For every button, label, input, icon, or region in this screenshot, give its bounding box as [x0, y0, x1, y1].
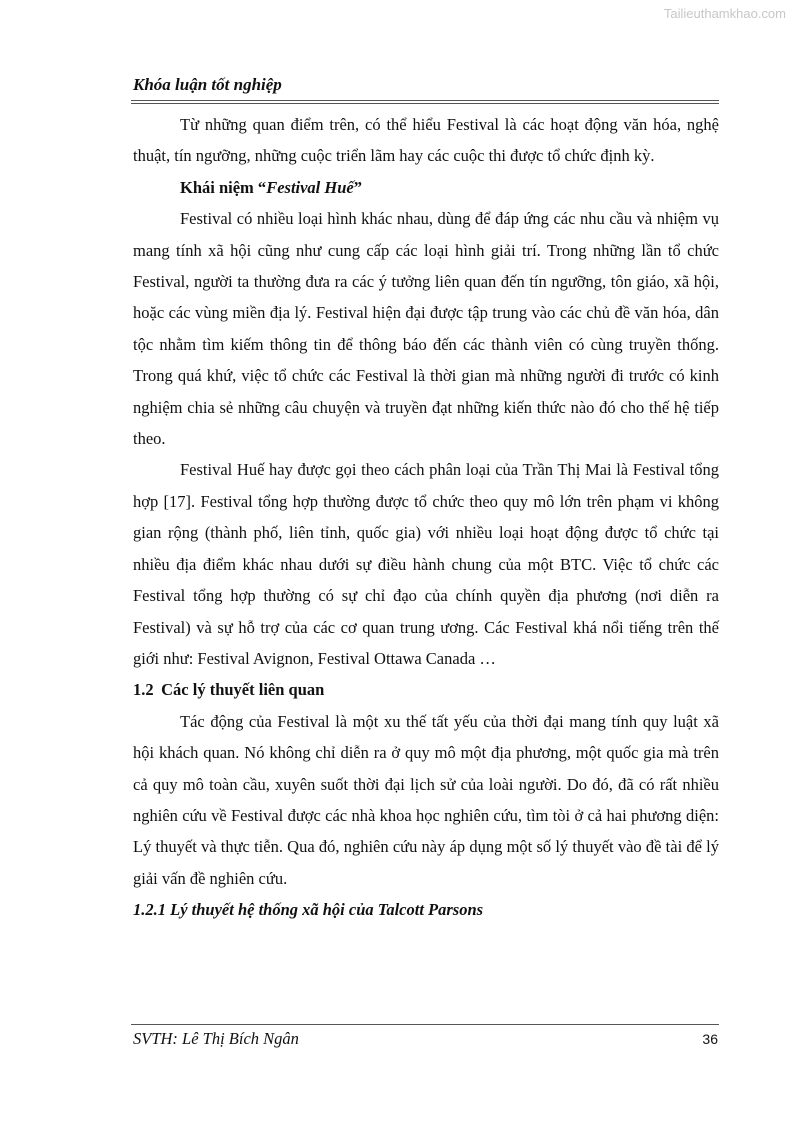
footer-divider [131, 1024, 719, 1025]
paragraph-theories: Tác động của Festival là một xu thế tất yếu của thời đại mang tính quy luật xã hội khách quan. Nó không chỉ diễn ra ở quy mô một địa phương, một quốc gia mà trên cả quy mô toàn cầu, xuyên suốt thời đại lịch sử của loài người. Do đó, đã có rất nhiều nghiên cứu về Festival được các nhà khoa học nghiên cứu, tìm tòi ở cả hai phương diện: Lý thuyết và thực tiễn. Qua đó, nghiên cứu này áp dụng một số lý thuyết vào đề tài để lý giải vấn đề nghiên cứu. [133, 711, 719, 888]
footer-author: SVTH: Lê Thị Bích Ngân [133, 1029, 299, 1048]
section-title: Các lý thuyết liên quan [161, 680, 325, 700]
section-heading [133, 674, 719, 705]
page-number: 36 [702, 1031, 718, 1047]
paragraph-festival-hue: Festival Huế hay được gọi theo cách phân loại của Trần Thị Mai là Festival tổng hợp [17]. Festival tổng hợp thường được tổ chức theo quy mô lớn trên phạm vi không gian rộng (thành phố, liên tỉnh, quốc gia) với nhiều loại hoạt động được tổ chức tại nhiều địa điểm khác nhau dưới sự điều hành chung của một BTC. Việc tổ chức các Festival tổng hợp thường có sự chỉ đạo của chính quyền địa phương (nơi diễn ra Festival) và sự hỗ trợ của các cơ quan trung ương. Các Festival khá nổi tiếng trên thế giới như: Festival Avignon, Festival Ottawa Canada … [133, 460, 719, 668]
header-divider [131, 100, 719, 104]
section-number: 1.2 [133, 680, 154, 700]
document-body [133, 109, 719, 926]
concept-heading-prefix: Khái niệm “ [180, 177, 267, 197]
concept-heading-term: Festival Huế [266, 177, 354, 197]
concept-heading-suffix: ” [353, 177, 362, 197]
concept-heading [133, 172, 719, 203]
subsection-heading: 1.2.1 Lý thuyết hệ thống xã hội của Talcott Parsons [133, 900, 484, 920]
paragraph-festival-types: Festival có nhiều loại hình khác nhau, dùng để đáp ứng các nhu cầu và nhiệm vụ mang tính xã hội cũng như cung cấp các loại hình giải trí. Trong những lần tổ chức Festival, người ta thường đưa ra các ý tưởng liên quan đến tín ngưỡng, tôn giáo, xã hội, hoặc các vùng miền địa lý. Festival hiện đại được tập trung vào các chủ đề văn hóa, dân tộc nhằm tìm kiếm thông tin để thông báo đến các thành viên có cùng truyền thống. Trong quá khứ, việc tổ chức các Festival là thời gian mà những người đi trước có kinh nghiệm chia sẻ những câu chuyện và truyền đạt những kiến thức nào đó cho thế hệ tiếp theo. [133, 209, 719, 449]
watermark: Tailieuthamkhao.com [663, 6, 786, 21]
paragraph-intro: Từ những quan điểm trên, có thể hiểu Festival là các hoạt động văn hóa, nghệ thuật, tín ngưỡng, những cuộc triển lãm hay các cuộc thi được tổ chức định kỳ. [133, 115, 719, 166]
page-header-title: Khóa luận tốt nghiệp [133, 75, 282, 94]
